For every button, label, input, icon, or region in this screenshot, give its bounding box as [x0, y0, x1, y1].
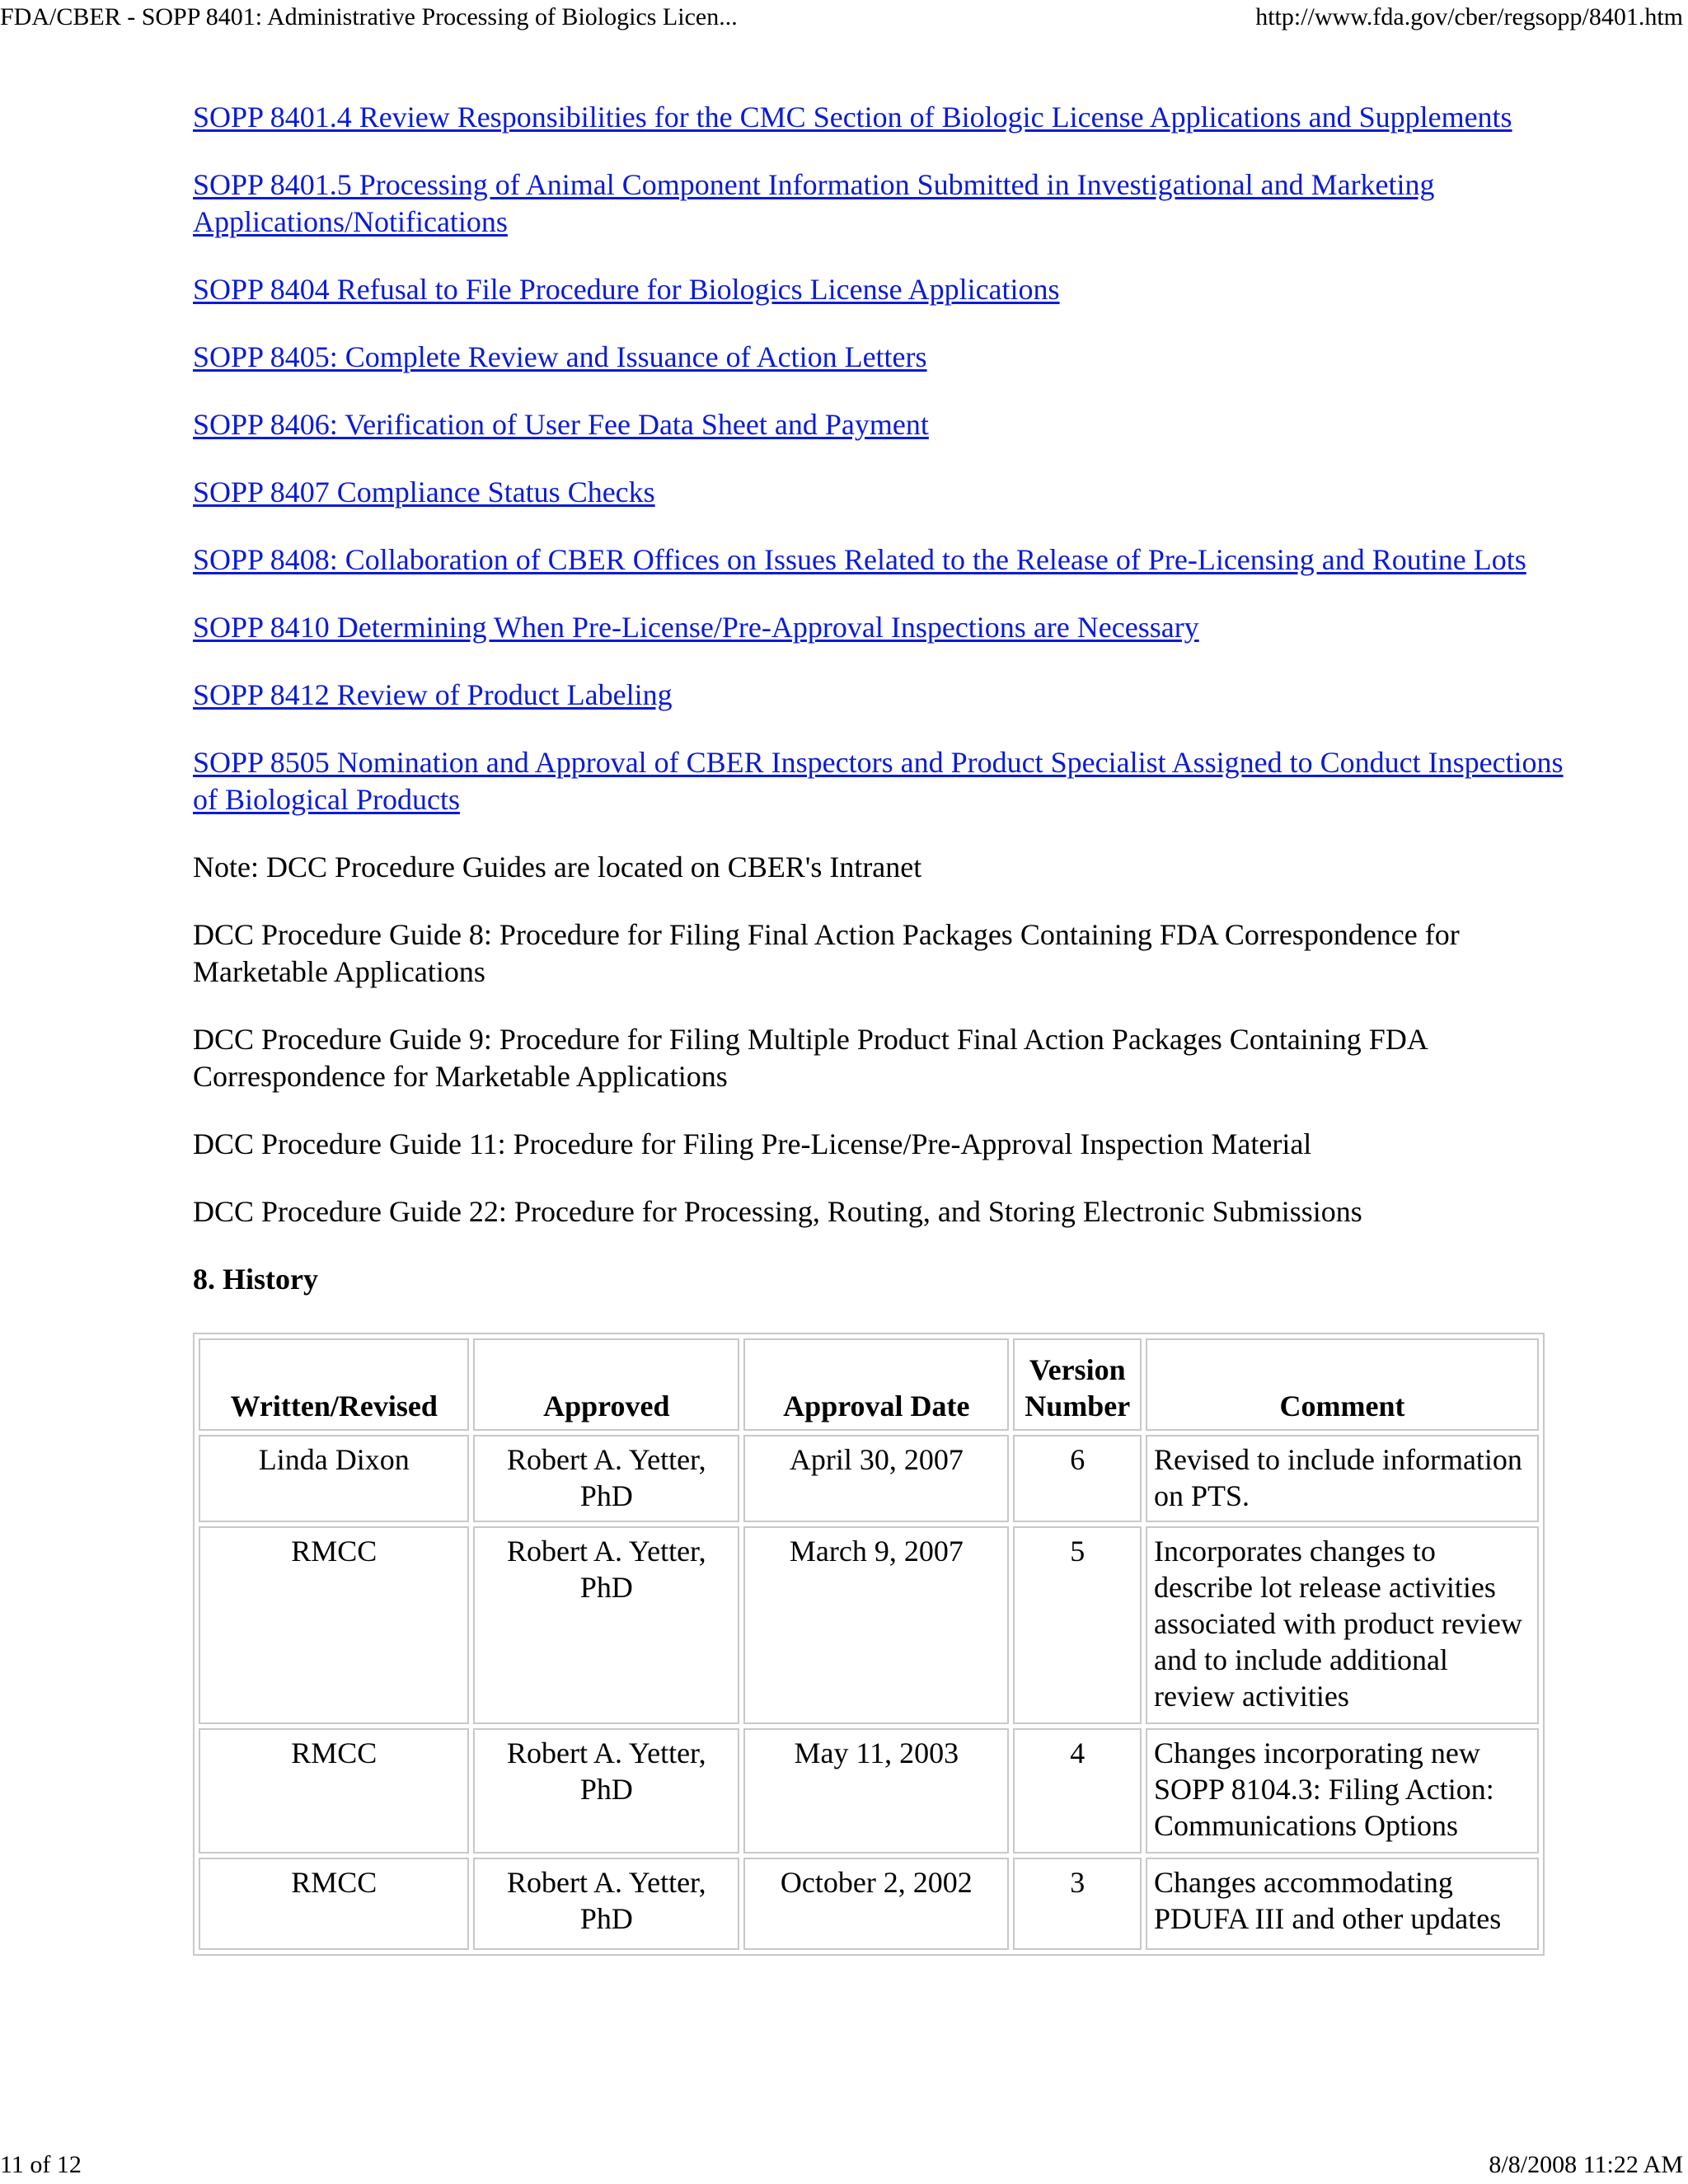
- print-header-url: http://www.fda.gov/cber/regsopp/8401.htm: [1255, 3, 1683, 30]
- link-item: [193, 271, 1594, 308]
- document-body: [193, 99, 1594, 1956]
- comment-cell: Changes accommodating PDUFA III and other updates: [1146, 1858, 1539, 1950]
- comment-cell: Changes incorporating new SOPP 8104.3: Filing Action: Communications Options: [1146, 1728, 1539, 1854]
- link-item: [193, 744, 1594, 818]
- column-header: Comment: [1146, 1338, 1539, 1431]
- table-header-row: [199, 1338, 1539, 1431]
- comment-cell: Incorporates changes to describe lot release activities associated with product review and to include additional review activities: [1146, 1526, 1539, 1724]
- dcc-guide-11: DCC Procedure Guide 11: Procedure for Filing Pre-License/Pre-Approval Inspection Material: [193, 1127, 1312, 1160]
- approval-date-cell: May 11, 2003: [743, 1728, 1009, 1854]
- link-item: [193, 166, 1594, 241]
- link-item: [193, 541, 1594, 579]
- dcc-guide-22: DCC Procedure Guide 22: Procedure for Processing, Routing, and Storing Electronic Submissions: [193, 1195, 1362, 1228]
- sopp-8401-4-link[interactable]: SOPP 8401.4 Review Responsibilities for the CMC Section of Biologic License Applications and Supplements: [193, 101, 1512, 134]
- sopp-8401-5-link[interactable]: SOPP 8401.5 Processing of Animal Component Information Submitted in Investigational and Marketing Applications/Notifications: [193, 168, 1435, 238]
- written-revised-cell: RMCC: [199, 1728, 469, 1854]
- column-header: Approved: [473, 1338, 739, 1431]
- column-header: Approval Date: [743, 1338, 1009, 1431]
- link-item: [193, 474, 1594, 511]
- sopp-8412-link[interactable]: SOPP 8412 Review of Product Labeling: [193, 678, 673, 711]
- approved-cell: Robert A. Yetter, PhD: [473, 1858, 739, 1950]
- approval-date-cell: April 30, 2007: [743, 1435, 1009, 1522]
- print-footer-date: 8/8/2008 11:22 AM: [1489, 2151, 1683, 2178]
- version-cell: 6: [1013, 1435, 1142, 1522]
- history-table: [193, 1333, 1545, 1956]
- column-header: Written/Revised: [199, 1338, 469, 1431]
- sopp-8406-link[interactable]: SOPP 8406: Verification of User Fee Data Sheet and Payment: [193, 408, 929, 441]
- intranet-note: Note: DCC Procedure Guides are located on CBER's Intranet: [193, 851, 922, 883]
- link-item: [193, 99, 1594, 136]
- approval-date-cell: October 2, 2002: [743, 1858, 1009, 1950]
- approval-date-cell: March 9, 2007: [743, 1526, 1009, 1724]
- dcc-guide-8: DCC Procedure Guide 8: Procedure for Filing Final Action Packages Containing FDA Correspondence for Marketable Applications: [193, 918, 1460, 988]
- link-item: [193, 677, 1594, 714]
- comment-cell: Revised to include information on PTS.: [1146, 1435, 1539, 1522]
- version-cell: 5: [1013, 1526, 1142, 1724]
- approved-cell: Robert A. Yetter, PhD: [473, 1526, 739, 1724]
- sopp-8408-link[interactable]: SOPP 8408: Collaboration of CBER Offices on Issues Related to the Release of Pre-Licensing and Routine Lots: [193, 543, 1526, 576]
- written-revised-cell: RMCC: [199, 1858, 469, 1950]
- column-header: Version Number: [1013, 1338, 1142, 1431]
- link-item: [193, 609, 1594, 646]
- written-revised-cell: Linda Dixon: [199, 1435, 469, 1522]
- sopp-8410-link[interactable]: SOPP 8410 Determining When Pre-License/Pre-Approval Inspections are Necessary: [193, 611, 1199, 644]
- table-row: [199, 1858, 1539, 1950]
- sopp-8407-link[interactable]: SOPP 8407 Compliance Status Checks: [193, 476, 655, 509]
- dcc-guide-9: DCC Procedure Guide 9: Procedure for Filing Multiple Product Final Action Packages Containing FDA Correspondence for Marketable Applications: [193, 1023, 1427, 1093]
- sopp-8404-link[interactable]: SOPP 8404 Refusal to File Procedure for Biologics License Applications: [193, 273, 1060, 306]
- table-row: [199, 1435, 1539, 1522]
- table-row: [199, 1526, 1539, 1724]
- history-heading: 8. History: [193, 1263, 318, 1296]
- written-revised-cell: RMCC: [199, 1526, 469, 1724]
- version-cell: 4: [1013, 1728, 1142, 1854]
- link-item: [193, 406, 1594, 443]
- version-cell: 3: [1013, 1858, 1142, 1950]
- table-row: [199, 1728, 1539, 1854]
- print-footer-page: 11 of 12: [0, 2151, 82, 2178]
- link-item: [193, 339, 1594, 376]
- approved-cell: Robert A. Yetter, PhD: [473, 1728, 739, 1854]
- sopp-8505-link[interactable]: SOPP 8505 Nomination and Approval of CBER Inspectors and Product Specialist Assigned to Conduct Inspections of Biological Products: [193, 746, 1564, 816]
- print-header-title: FDA/CBER - SOPP 8401: Administrative Processing of Biologics Licen...: [0, 3, 738, 30]
- approved-cell: Robert A. Yetter, PhD: [473, 1435, 739, 1522]
- sopp-8405-link[interactable]: SOPP 8405: Complete Review and Issuance of Action Letters: [193, 340, 927, 373]
